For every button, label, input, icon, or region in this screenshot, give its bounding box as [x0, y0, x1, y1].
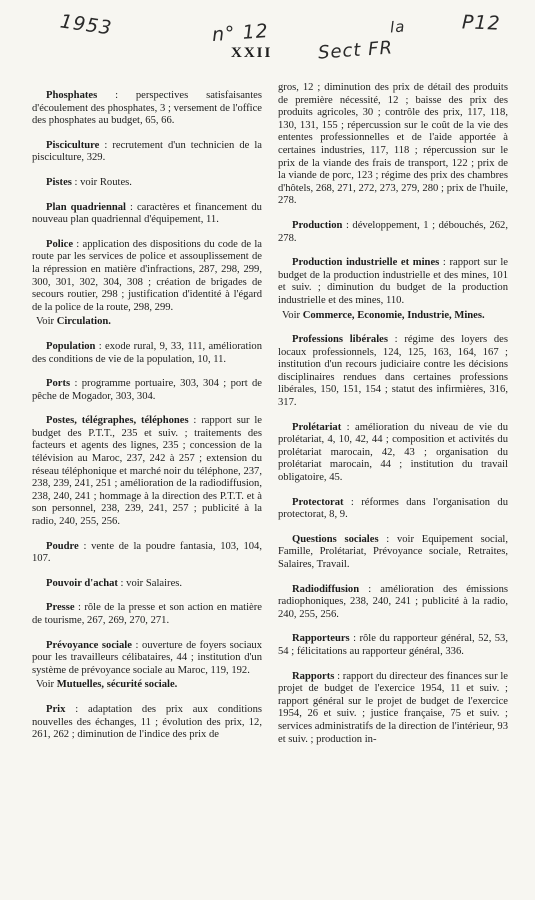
index-text: : voir Equipement social, Famille, Prolétariat, Prévoyance sociale, Retraites, Salaires, Travail.: [278, 533, 508, 570]
index-text: : rôle de la presse et son action en matière de tourisme, 267, 269, 270, 271.: [32, 602, 262, 626]
index-term: Pistes: [46, 176, 72, 188]
index-term: Ports: [46, 378, 71, 390]
index-text: : rapport du directeur des finances sur le projet de budget de l'exercice 1954, 11 et suiv. ; rapport général sur le projet de budget de l'exercice 1954, 26 et suiv. ; justice française, 75 et suiv. ; services administratifs de la direction de l'intérieur, 93 et suiv. ; production in-: [278, 670, 508, 745]
index-entry: [278, 422, 508, 485]
index-entry: [32, 177, 262, 190]
see-also-refs: Mutuelles, sécurité sociale.: [56, 679, 178, 691]
index-entry: [32, 341, 262, 366]
index-entry: [32, 239, 262, 329]
handwritten-code: P12: [461, 11, 502, 35]
index-text: : application des dispositions du code de la route par les services de police et assouplissement de la répression en matière d'infractions, 287, 298, 299, 300, 301, 302, 304, 308 ; création de brigades de secours routier, 298 ; justification d'identité à l'égard de la police de la route, 298, 299.: [32, 238, 262, 313]
index-term: Questions sociales: [292, 533, 379, 545]
index-term: Radiodiffusion: [292, 583, 360, 595]
index-entry: [32, 90, 262, 128]
index-term: Prévoyance sociale: [46, 639, 132, 651]
index-entry: [32, 704, 262, 742]
handwritten-la: la: [389, 17, 406, 37]
index-entry: [278, 497, 508, 522]
index-entry: [32, 602, 262, 627]
see-also-refs: Circulation.: [56, 316, 111, 328]
index-entry: [32, 578, 262, 591]
index-entry: [32, 378, 262, 403]
index-entry: [32, 640, 262, 692]
index-text: : amélioration du niveau de vie du prolétariat, 4, 10, 42, 44 ; composition et activités du prolétariat marocain, 42, 43 ; organisation du prolétariat marocain, 44 ; institution du travail obligatoire, 45.: [278, 421, 508, 484]
index-text: : perspectives satisfaisantes d'écoulement des phosphates, 3 ; versement de l'office des phosphates au budget, 65, 66.: [32, 90, 262, 127]
index-text: : amélioration des émissions radiophoniques, 238, 240, 241 ; publicité à la radio, 240, 255, 256.: [278, 583, 508, 620]
index-column-left: [32, 90, 262, 754]
index-text: : réformes dans l'organisation du protectorat, 8, 9.: [278, 496, 508, 521]
index-text: : adaptation des prix aux conditions nouvelles des échanges, 11 ; évolution des prix, 12, 261, 262 ; diminution de l'indice des prix de: [32, 703, 262, 741]
index-text: : caractères et financement du nouveau plan quadriennal d'équipement, 11.: [32, 201, 262, 226]
index-text: : ouverture de foyers sociaux pour les travailleurs célibataires, 44 ; institution d'un système de prévoyance sociale au Maroc, 119, 192.: [32, 639, 262, 676]
index-entry: [278, 671, 508, 747]
index-term: Production: [292, 219, 343, 231]
index-entry: [278, 257, 508, 322]
see-also-refs: Commerce, Economie, Industrie, Mines.: [302, 309, 485, 321]
index-term: Postes, télégraphes, téléphones: [46, 415, 189, 427]
handwritten-number: n° 12: [211, 20, 270, 46]
see-also: [278, 310, 508, 323]
index-text: : voir Routes.: [71, 176, 132, 188]
index-text: : recrutement d'un technicien de la pisciculture, 329.: [32, 139, 262, 164]
see-also: [32, 679, 262, 692]
index-entry: [32, 202, 262, 227]
index-entry: [32, 415, 262, 528]
index-text: : exode rural, 9, 33, 111, amélioration des conditions de vie de la population, 10, 11.: [32, 340, 262, 365]
index-term: Population: [46, 340, 96, 352]
see-also: [32, 316, 262, 329]
index-column-right: [278, 82, 508, 758]
index-term: Rapporteurs: [292, 633, 350, 645]
index-term: Professions libérales: [292, 334, 388, 346]
index-text: : vente de la poudre fantasia, 103, 104, 107.: [32, 540, 262, 565]
index-term: Police: [46, 238, 74, 250]
index-text: : rapport sur le budget de la production industrielle et des mines, 101 et suiv. ; diminution du budget de la production industrielle et des mines, 110.: [278, 257, 508, 306]
index-text: gros, 12 ; diminution des prix de détail des produits de première nécessité, 12 ; baisse des prix des produits agricoles, 30 ; contrôle des prix, 117, 118, 130, 131, 155 ; répercussion sur le coût de la vie des ententes professionnelles et de l'aide apportée à certaines industries, 117, 118 ; répercussion sur le prix de la viande des frais de transport, 122 ; prix de la viande de porc, 123 ; régime des prix des chambres d'hôtels, 268, 271, 272, 273, 279, 280 ; prix de l'huile, 278.: [278, 82, 508, 207]
index-text: : programme portuaire, 303, 304 ; port de pêche de Mogador, 303, 304.: [32, 378, 262, 402]
index-term: Rapports: [292, 670, 335, 682]
index-entry: [32, 541, 262, 566]
index-term: Presse: [46, 602, 75, 614]
index-entry: [32, 140, 262, 165]
index-term: Prolétariat: [292, 421, 342, 433]
index-entry: [278, 82, 508, 208]
handwritten-year: 1953: [58, 10, 114, 40]
index-entry: [278, 534, 508, 572]
page-number: XXII: [231, 45, 273, 61]
index-term: Poudre: [46, 540, 79, 552]
handwritten-section: Sect FR: [317, 37, 394, 64]
index-term: Pisciculture: [46, 139, 100, 151]
index-term: Protectorat: [292, 496, 344, 508]
index-text: : voir Salaires.: [117, 577, 183, 589]
index-text: : développement, 1 ; débouchés, 262, 278.: [278, 219, 508, 244]
index-term: Pouvoir d'achat: [46, 577, 118, 589]
see-also-label: Voir: [282, 309, 303, 321]
see-also-label: Voir: [36, 679, 57, 691]
index-term: Production industrielle et mines: [292, 257, 440, 269]
index-entry: [278, 633, 508, 658]
see-also-label: Voir: [36, 316, 57, 328]
index-text: : rapport sur le budget des P.T.T., 235 et suiv. ; traitements des facteurs et agents des lignes, 235 ; concession de la télévision au Maroc, 237, 242 à 257 ; extension du réseau téléphonique et marché noir du téléphone, 237, 238, 239, 241, 251 ; amélioration de la radiodiffusion, 238, 240, 241 ; hommage à la direction des P.T.T. et à son personnel, 238, 239, 241, 257 ; publicité à la radio, 240, 255, 256.: [32, 415, 262, 528]
index-entry: [278, 220, 508, 245]
index-term: Phosphates: [46, 90, 98, 101]
index-text: : rôle du rapporteur général, 52, 53, 54 ; félicitations au rapporteur général, 336.: [278, 633, 508, 657]
index-entry: [278, 584, 508, 622]
index-term: Plan quadriennal: [46, 201, 126, 213]
index-entry: [278, 334, 508, 410]
index-text: : régime des loyers des locaux professionnels, 124, 125, 163, 164, 167 ; institution d'un recours judiciaire contre les décisions disciplinaires rendues dans certaines professions libérales, 150, 151, 154 ; statut des infirmières, 316, 317.: [278, 334, 508, 409]
index-term: Prix: [46, 703, 66, 715]
